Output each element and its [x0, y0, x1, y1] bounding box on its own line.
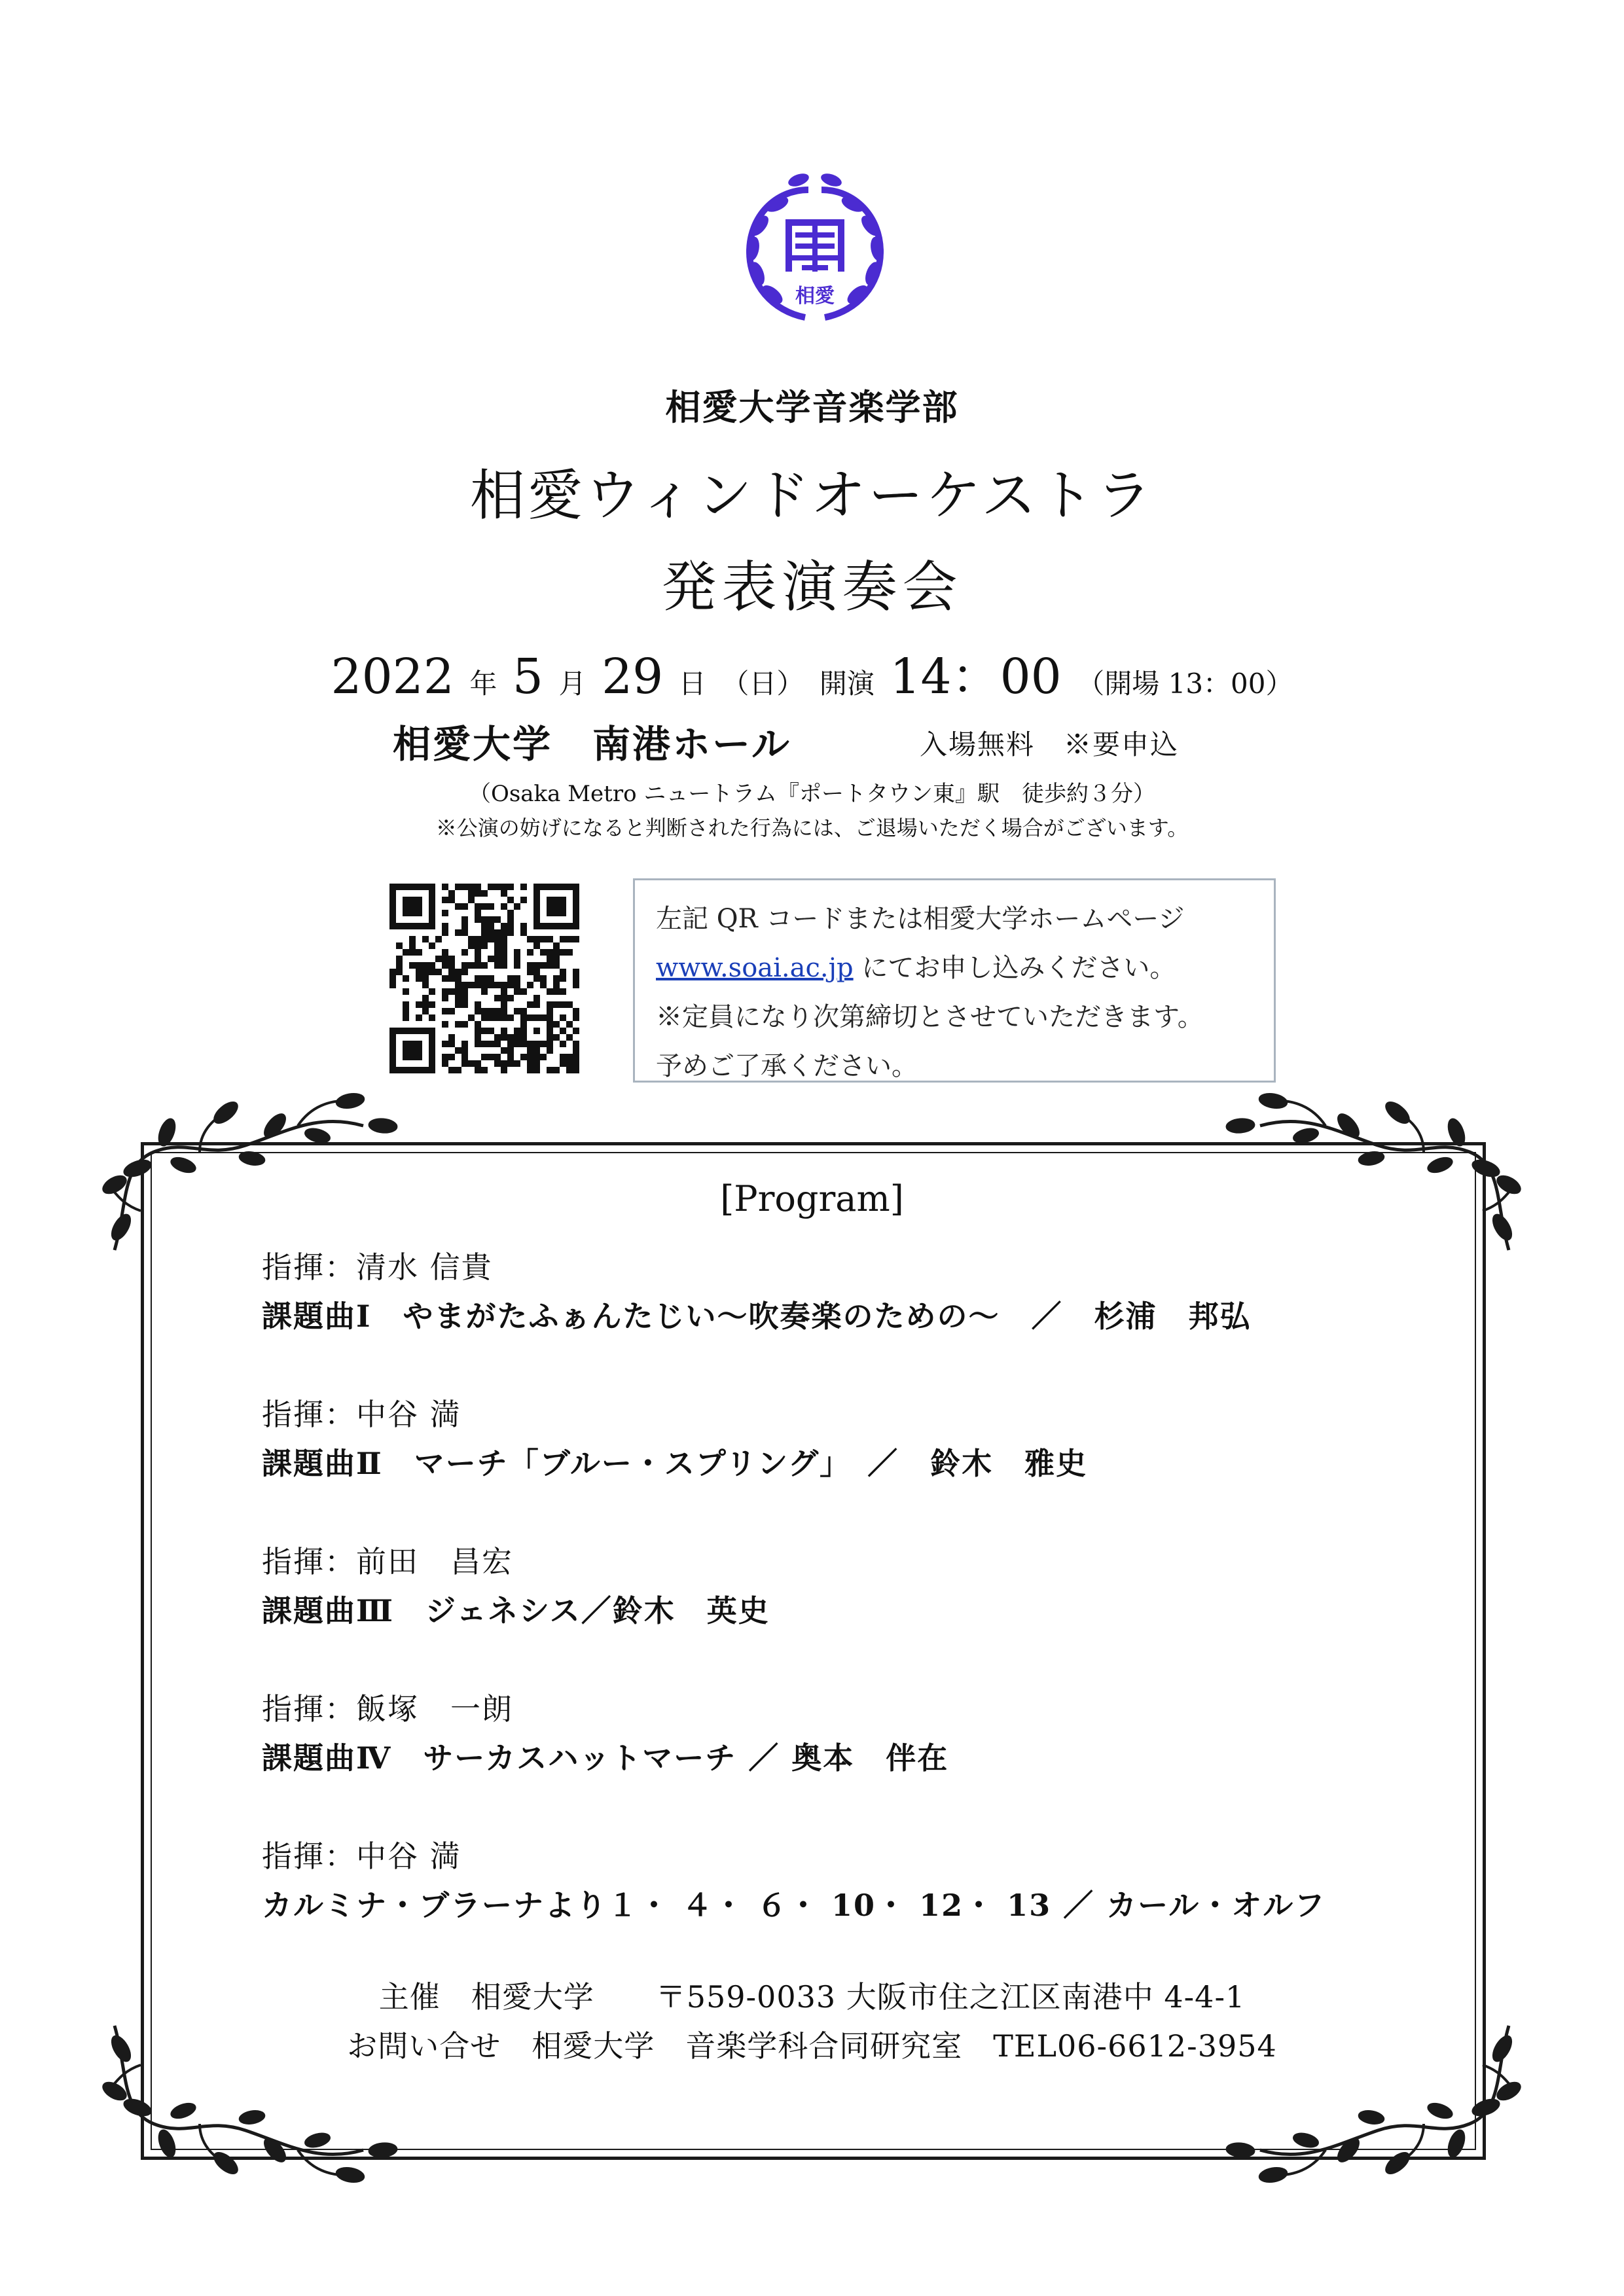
program-piece: 課題曲Ⅳ サーカスハットマーチ ／ 奥本 伴在: [262, 1740, 949, 1776]
application-info-box: [633, 878, 1276, 1083]
date-year: 2022: [331, 649, 454, 705]
program-piece: 課題曲Ⅲ ジェネシス／鈴木 英史: [262, 1593, 770, 1628]
program-title: [Program]: [720, 1178, 904, 1219]
program-conductor: 指揮：中谷 満: [262, 1397, 461, 1432]
application-line-2: [656, 944, 1274, 993]
program-piece: 課題曲Ⅰ やまがたふぁんたじい～吹奏楽のための～ ／ 杉浦 邦弘: [262, 1299, 1252, 1334]
vine-ornament-icon: [101, 1086, 442, 1257]
qr-code-icon[interactable]: [389, 884, 579, 1073]
website-link[interactable]: www.soai.ac.jp: [656, 953, 854, 983]
access-info: （Osaka Metro ニュートラム『ポートタウン東』駅 徒歩約３分）: [468, 781, 1156, 807]
admission-info: 入場無料 ※要申込: [920, 728, 1180, 761]
faculty-name: 相愛大学音楽学部: [665, 386, 959, 428]
vine-ornament-icon: [1182, 1086, 1522, 1257]
date-weekday: （日）: [721, 668, 804, 700]
program-conductor: 指揮：飯塚 一朗: [262, 1691, 513, 1727]
program-conductor: 指揮：清水 信貴: [262, 1249, 493, 1285]
application-line-1: 左記 QR コードまたは相愛大学ホームページ: [656, 904, 1185, 934]
program-piece: カルミナ・ブラーナより１・ ４・ ６・ 10・ 12・ 13 ／ カール・オルフ: [262, 1888, 1326, 1923]
start-label: 開演: [819, 668, 875, 700]
university-seal-logo: [730, 164, 900, 340]
program-conductor: 指揮：中谷 満: [262, 1839, 461, 1874]
orchestra-name: 相愛ウィンドオーケストラ: [469, 463, 1155, 528]
contact-info: お問い合せ 相愛大学 音楽学科合同研究室 TEL06-6612-3954: [347, 2028, 1277, 2064]
date-year-unit: 年: [469, 668, 497, 700]
start-time: 14：00: [890, 649, 1062, 705]
organizer-info: 主催 相愛大学 〒559-0033 大阪市住之江区南港中 4-4-1: [378, 1979, 1246, 2015]
application-line-3: ※定員になり次第締切とさせていただきます。: [656, 1002, 1204, 1032]
logo-caption: 相愛: [795, 285, 835, 308]
program-piece: 課題曲Ⅱ マーチ「ブルー・スプリング」 ／ 鈴木 雅史: [262, 1446, 1088, 1481]
application-line-2-rest: にてお申し込みください。: [861, 953, 1176, 983]
event-date-line: [0, 638, 1624, 708]
date-day-unit: 日: [678, 668, 706, 700]
date-day: 29: [602, 649, 664, 705]
date-month-unit: 月: [558, 668, 586, 700]
conduct-notice: ※公演の妨げになると判断された行為には、ご退場いただく場合がございます。: [435, 816, 1189, 840]
application-line-4: 予めご了承ください。: [656, 1051, 918, 1081]
program-conductor: 指揮：前田 昌宏: [262, 1544, 513, 1579]
date-month: 5: [512, 649, 543, 705]
venue-name: 相愛大学 南港ホール: [393, 722, 791, 766]
event-title: 発表演奏会: [661, 555, 963, 619]
doors-open: （開場 13：00）: [1077, 668, 1293, 700]
